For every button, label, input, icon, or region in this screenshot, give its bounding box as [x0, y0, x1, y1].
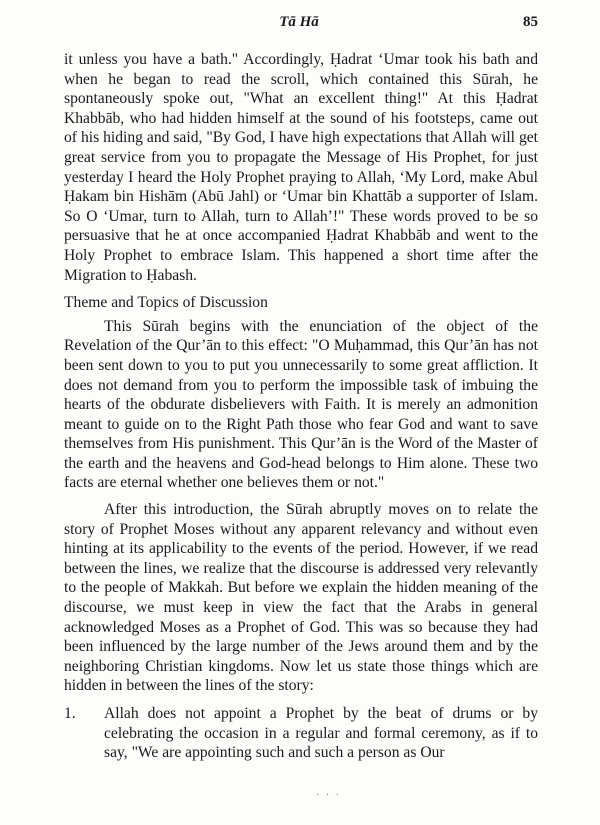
list-item-text: Allah does not appoint a Prophet by the beat of drums or by celebrating the occasion in a regular and formal ceremony, as if to say, "We are appointing such and such a person as Our	[104, 705, 538, 762]
page-number: 85	[523, 14, 538, 30]
paragraph-moses-story: After this introduction, the Sūrah abruptly moves on to relate the story of Prophet Moses without any apparent relevancy and without even hinting at its applicability to the events of the period. However, if we read between the lines, we realize that the discourse is addressed very relevantly to the people of Makkah. But before we explain the hidden meaning of the discourse, we must keep in view the fact that the Arabs in general acknowledged Moses as a Prophet of God. This was so because they had been influenced by the large number of the Jews around them and by the neighboring Christian kingdoms. Now let us state those things which are hidden in between the lines of the story:	[64, 501, 538, 695]
section-heading: Theme and Topics of Discussion	[64, 294, 268, 312]
list-item	[64, 704, 538, 763]
body-text	[64, 50, 538, 763]
paragraph-continuation: it unless you have a bath." Accordingly, Ḥadrat ‘Umar took his bath and when he began to read the scroll, which contained this Sūrah, he spontaneously spoke out, "What an excellent thing!" At this Ḥadrat Khabbāb, who had hidden himself at the sound of his footsteps, came out of his hiding and said, "By God, I have high expectations that Allah will get great service from you to propagate the Message of His Prophet, for just yesterday I heard the Holy Prophet praying to Allah, ‘My Lord, make Abul Ḥakam bin Hishām (Abū Jahl) or ‘Umar bin Khattāb a supporter of Islam. So O ‘Umar, turn to Allah, turn to Allah’!" These words proved to be so persuasive that he at once accompanied Ḥadrat Khabbāb and went to the Holy Prophet to embrace Islam. This happened a short time after the Migration to Ḥabash.	[64, 51, 538, 284]
running-title: Tā Hā	[279, 14, 319, 30]
running-header	[60, 14, 538, 36]
list-item-number: 1.	[64, 705, 76, 722]
print-speckle-mark: · · ·	[316, 790, 341, 801]
paragraph-theme: This Sūrah begins with the enunciation of the object of the Revelation of the Qur’ān to this effect: "O Muḥammad, this Qur’ān has not been sent down to you to put you unnecessarily to some great affliction. It does not demand from you to perform the impossible task of imbuing the hearts of the obdurate disbelievers with Faith. It is merely an admonition meant to guide on to the Right Path those who fear God and want to save themselves from His punishment. This Qur’ān is the Word of the Master of the earth and the heavens and God-head belongs to Him alone. These two facts are eternal whether one believes them or not."	[64, 317, 538, 492]
